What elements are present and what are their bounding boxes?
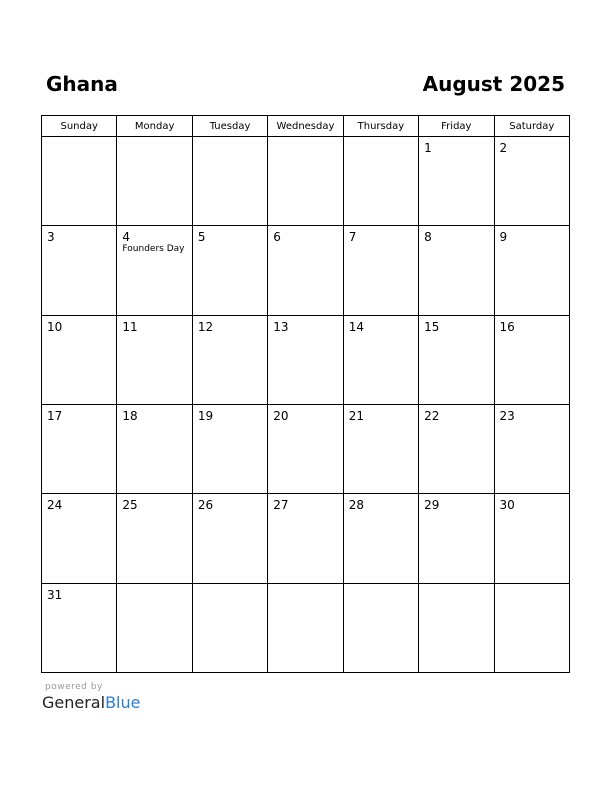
day-number: 15	[424, 319, 440, 334]
day-number: 20	[273, 408, 289, 423]
day-number: 19	[197, 408, 214, 423]
day-number	[193, 584, 267, 588]
weekday-header-row	[42, 116, 570, 137]
weekday-monday: Monday	[117, 116, 192, 137]
day-cell	[494, 583, 569, 672]
day-number	[117, 137, 191, 141]
day-number: 5	[197, 230, 206, 245]
day-cell	[343, 583, 418, 672]
day-cell	[268, 315, 343, 404]
week-row	[42, 137, 570, 226]
day-cell	[42, 404, 117, 493]
day-number: 2	[499, 141, 508, 155]
holiday-label: Founders Day	[122, 244, 185, 255]
day-cell	[268, 583, 343, 672]
day-cell	[192, 315, 267, 404]
day-cell	[419, 226, 494, 315]
day-number: 29	[424, 498, 440, 513]
day-number: 4	[122, 230, 131, 245]
day-number: 17	[47, 408, 63, 423]
day-cell	[42, 583, 117, 672]
day-cell	[494, 137, 569, 226]
day-cell	[494, 404, 569, 493]
day-number: 25	[122, 498, 138, 513]
country-title: Ghana	[46, 72, 118, 96]
brand-general-text: General	[42, 693, 106, 712]
day-number: 18	[122, 408, 138, 423]
day-cell	[343, 494, 418, 583]
brand-blue-text: Blue	[105, 693, 141, 712]
day-cell	[42, 137, 117, 226]
day-cell	[268, 137, 343, 226]
powered-by-label: powered by	[45, 682, 103, 692]
day-number	[268, 584, 342, 588]
week-row	[42, 404, 570, 493]
day-number: 7	[348, 230, 357, 245]
day-number	[344, 584, 418, 588]
day-cell	[192, 137, 267, 226]
weekday-sunday: Sunday	[42, 116, 117, 137]
day-number	[344, 137, 418, 141]
day-cell	[343, 226, 418, 315]
weekday-tuesday: Tuesday	[192, 116, 267, 137]
week-row	[42, 226, 570, 315]
day-number	[419, 584, 493, 588]
day-number: 31	[47, 587, 63, 602]
weekday-wednesday: Wednesday	[268, 116, 343, 137]
day-cell	[117, 494, 192, 583]
day-cell	[494, 226, 569, 315]
day-cell	[419, 583, 494, 672]
day-cell	[117, 137, 192, 226]
day-number: 24	[47, 498, 63, 513]
day-number	[495, 584, 569, 588]
weekday-friday: Friday	[419, 116, 494, 137]
day-number: 8	[424, 230, 432, 245]
day-cell	[268, 226, 343, 315]
day-cell	[192, 404, 267, 493]
day-cell	[117, 315, 192, 404]
day-cell	[192, 583, 267, 672]
day-cell	[494, 315, 569, 404]
day-cell	[419, 494, 494, 583]
day-number	[193, 137, 267, 141]
day-cell	[42, 315, 117, 404]
day-cell	[192, 494, 267, 583]
day-number: 9	[499, 230, 508, 245]
month-year-title: August 2025	[422, 72, 565, 96]
day-cell	[42, 494, 117, 583]
week-row	[42, 583, 570, 672]
day-cell	[343, 315, 418, 404]
day-cell	[494, 494, 569, 583]
day-cell	[268, 494, 343, 583]
day-number	[42, 137, 116, 141]
day-number: 13	[273, 319, 289, 334]
day-number	[268, 137, 342, 141]
day-number: 27	[273, 498, 289, 513]
day-cell	[419, 404, 494, 493]
day-number: 14	[348, 319, 364, 334]
day-cell	[268, 404, 343, 493]
day-number: 10	[47, 319, 63, 334]
day-number: 23	[499, 408, 515, 423]
day-number: 21	[348, 408, 364, 423]
day-number: 30	[499, 498, 515, 513]
day-number: 16	[499, 319, 515, 334]
week-row	[42, 315, 570, 404]
day-number: 22	[424, 408, 440, 423]
day-number: 26	[197, 498, 214, 513]
day-number: 28	[348, 498, 364, 513]
day-cell	[42, 226, 117, 315]
day-cell	[419, 315, 494, 404]
weekday-saturday: Saturday	[494, 116, 569, 137]
day-number: 6	[273, 230, 281, 245]
day-cell	[192, 226, 267, 315]
day-number: 3	[47, 230, 55, 245]
day-cell	[117, 583, 192, 672]
day-number: 1	[424, 141, 432, 155]
day-cell	[117, 226, 192, 315]
day-cell	[419, 137, 494, 226]
weekday-thursday: Thursday	[343, 116, 418, 137]
day-cell	[343, 137, 418, 226]
day-number: 12	[197, 319, 214, 334]
day-number: 11	[122, 319, 138, 334]
day-number	[117, 584, 191, 588]
generalblue-logo	[42, 693, 140, 712]
week-row	[42, 494, 570, 583]
calendar-grid	[41, 115, 570, 673]
day-cell	[117, 404, 192, 493]
day-cell	[343, 404, 418, 493]
